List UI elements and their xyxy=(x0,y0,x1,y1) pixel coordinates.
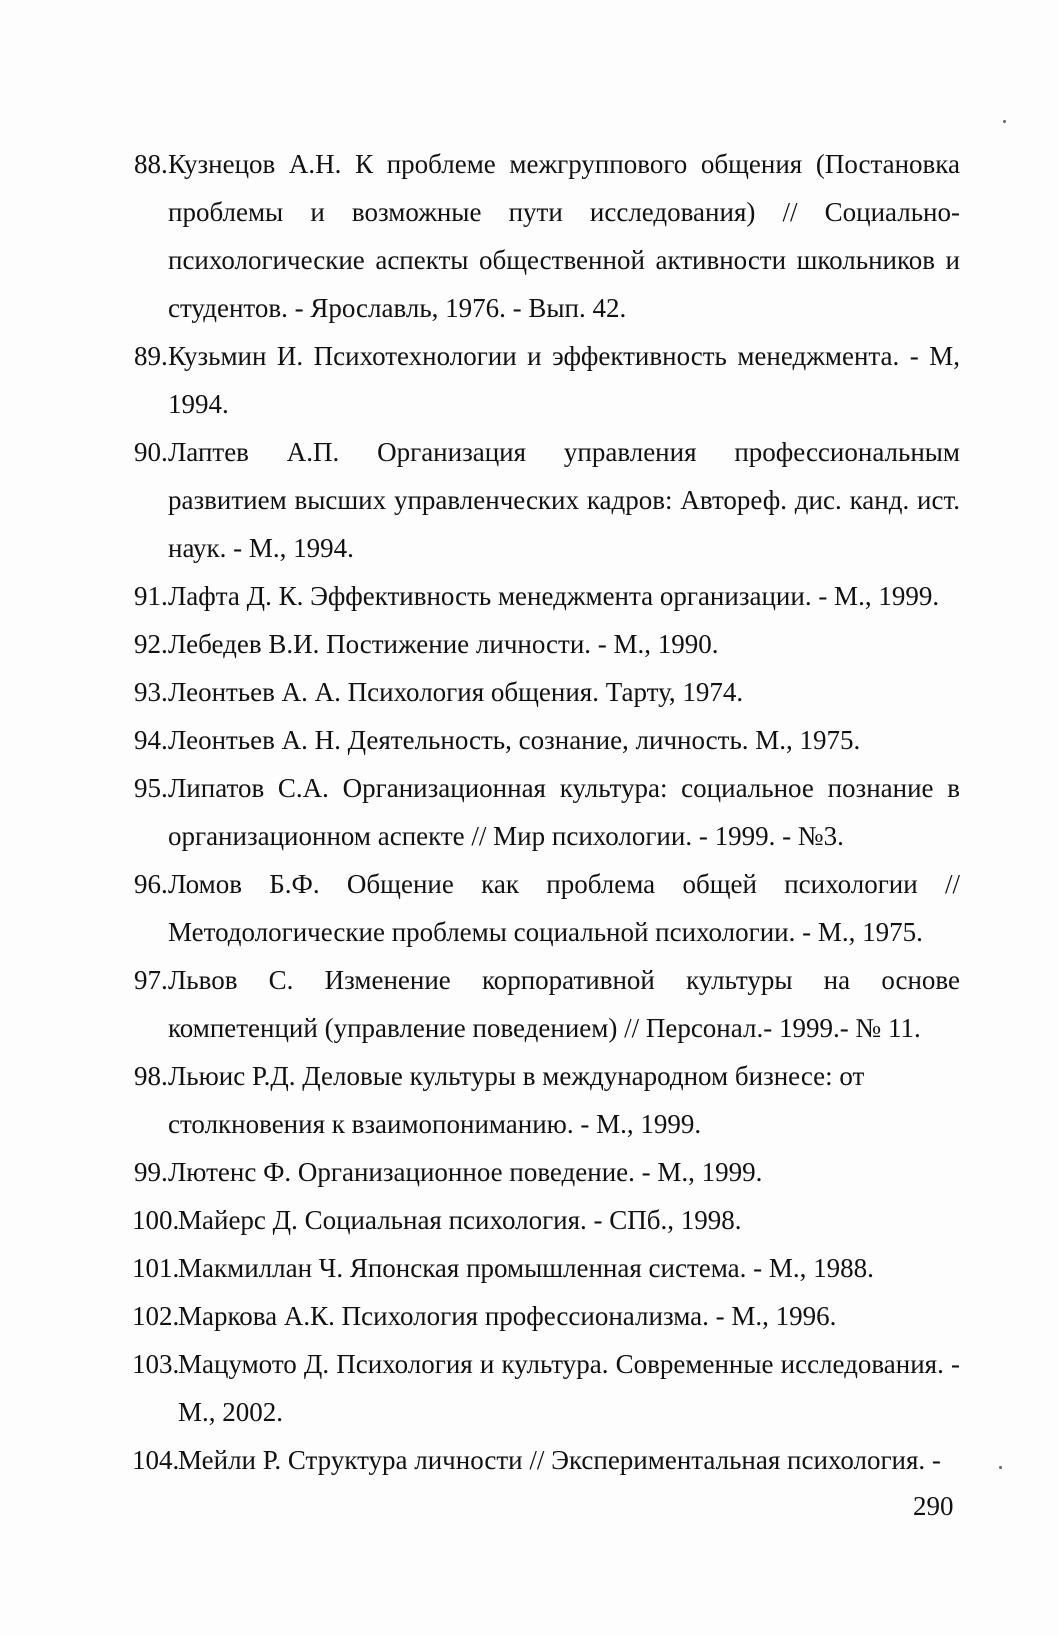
reference-number: 97. xyxy=(134,965,168,995)
reference-text: Львов С. Изменение корпоративной культуры на основе компетенций (управление поведением) // Персонал.- 1999.- № 11. xyxy=(168,965,960,1043)
reference-text: Лютенс Ф. Организационное поведение. - М., 1999. xyxy=(168,1157,763,1187)
reference-text: Липатов С.А. Организационная культура: социальное познание в организационном аспекте // Мир психологии. - 1999. - №3. xyxy=(168,773,960,851)
reference-number: 100. xyxy=(132,1205,180,1235)
reference-text: Макмиллан Ч. Японская промышленная система. - М., 1988. xyxy=(178,1253,874,1283)
reference-number: 91. xyxy=(134,581,168,611)
reference-number: 94. xyxy=(134,725,168,755)
reference-text: Леонтьев А. Н. Деятельность, сознание, личность. М., 1975. xyxy=(168,725,861,755)
reference-list xyxy=(132,140,960,1484)
reference-text: Леонтьев А. А. Психология общения. Тарту, 1974. xyxy=(168,677,744,707)
reference-number: 89. xyxy=(134,341,168,371)
reference-number: 92. xyxy=(134,629,168,659)
reference-item xyxy=(134,140,960,332)
reference-item xyxy=(134,668,960,716)
reference-text: Кузнецов А.Н. К проблеме межгруппового общения (Постановка проблемы и возможные пути исследования) // Социально-психологические аспекты общественной активности школьников и студентов. - Ярославль, 1976. - Вып. 42. xyxy=(168,149,960,323)
reference-item xyxy=(134,764,960,860)
reference-item xyxy=(134,1148,960,1196)
reference-number: 103. xyxy=(132,1349,180,1379)
scan-speck xyxy=(1003,120,1006,123)
reference-item xyxy=(134,716,960,764)
reference-text: Маркова А.К. Психология профессионализма. - М., 1996. xyxy=(178,1301,837,1331)
reference-number: 90. xyxy=(134,437,168,467)
reference-item xyxy=(134,956,960,1052)
reference-text: Льюис Р.Д. Деловые культуры в международном бизнесе: от столкновения к взаимопониманию. - М., 1999. xyxy=(168,1061,865,1139)
reference-number: 104. xyxy=(132,1445,180,1475)
reference-number: 98. xyxy=(134,1061,168,1091)
reference-number: 102. xyxy=(132,1301,180,1331)
reference-item xyxy=(132,1244,960,1292)
reference-item xyxy=(134,1052,960,1148)
reference-text: Майерс Д. Социальная психология. - СПб., 1998. xyxy=(178,1205,742,1235)
reference-number: 99. xyxy=(134,1157,168,1187)
reference-item xyxy=(132,1340,960,1436)
reference-item xyxy=(132,1292,960,1340)
reference-number: 93. xyxy=(134,677,168,707)
reference-item xyxy=(134,572,960,620)
reference-number: 95. xyxy=(134,773,168,803)
reference-item xyxy=(134,428,960,572)
reference-item xyxy=(132,1196,960,1244)
reference-item xyxy=(134,620,960,668)
reference-item xyxy=(134,860,960,956)
reference-text: Лебедев В.И. Постижение личности. - М., 1990. xyxy=(168,629,719,659)
reference-item xyxy=(134,332,960,428)
reference-text: Мацумото Д. Психология и культура. Современные исследования. - М., 2002. xyxy=(178,1349,960,1427)
reference-number: 88. xyxy=(134,149,168,179)
reference-text: Ломов Б.Ф. Общение как проблема общей психологии // Методологические проблемы социальной психологии. - М., 1975. xyxy=(168,869,960,947)
reference-text: Мейли Р. Структура личности // Экспериментальная психология. - xyxy=(178,1445,941,1475)
reference-number: 101. xyxy=(132,1253,180,1283)
reference-text: Кузьмин И. Психотехнологии и эффективность менеджмента. - М, 1994. xyxy=(168,341,960,419)
reference-text: Лаптев А.П. Организация управления профессиональным развитием высших управленческих кадров: Автореф. дис. канд. ист. наук. - М., 1994. xyxy=(168,437,960,563)
scan-speck xyxy=(999,1466,1002,1469)
reference-item xyxy=(132,1436,960,1484)
page-number: 290 xyxy=(913,1491,954,1521)
reference-text: Лафта Д. К. Эффективность менеджмента организации. - М., 1999. xyxy=(168,581,940,611)
reference-number: 96. xyxy=(134,869,168,899)
